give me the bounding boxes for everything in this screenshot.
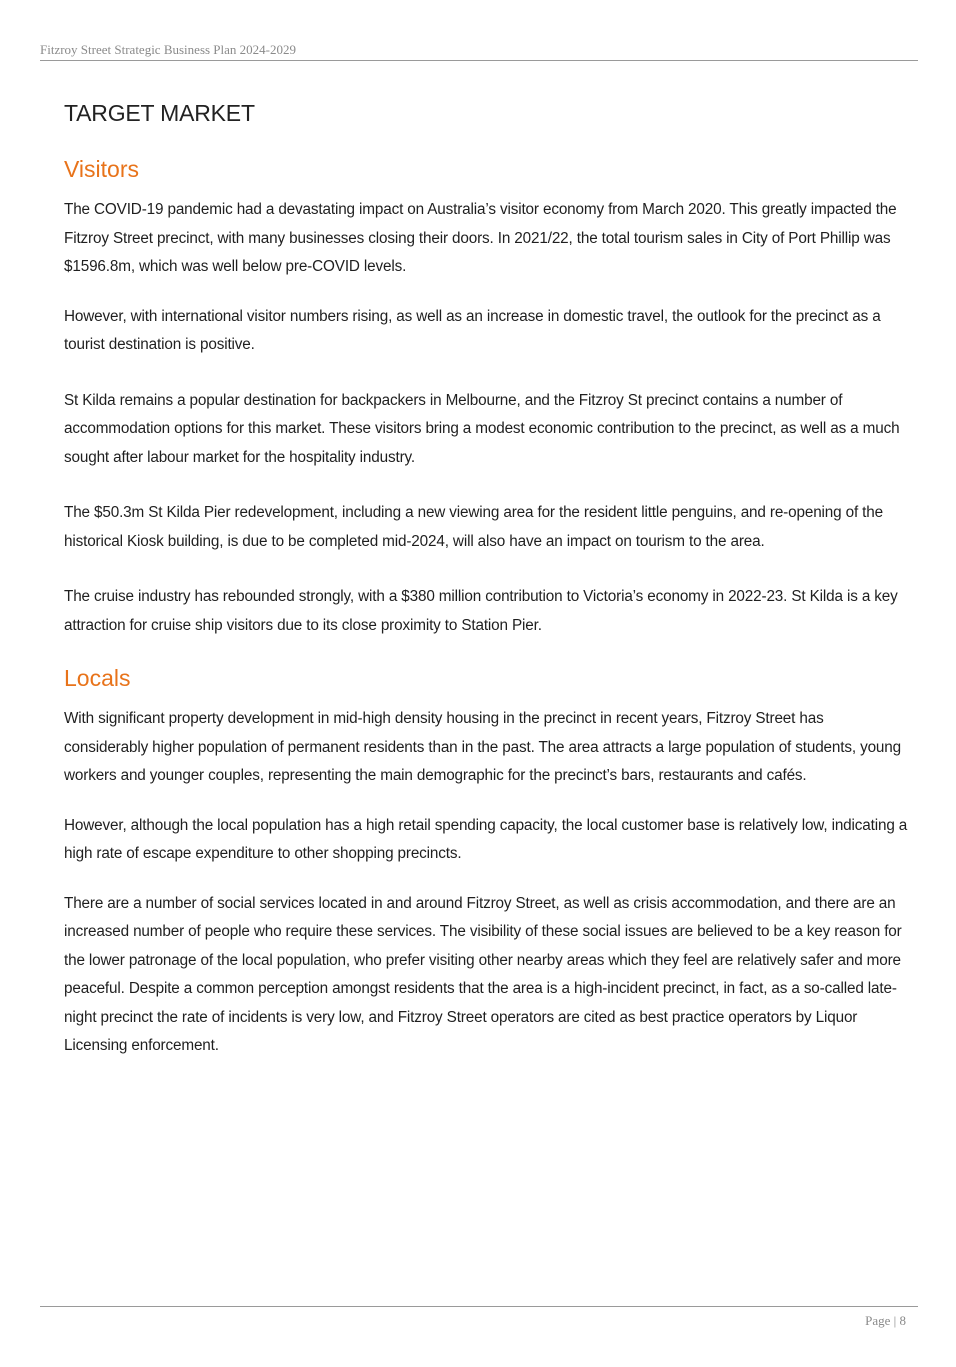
paragraph: However, although the local population has a high retail spending capacity, the local customer base is relatively low, indicating a high rate of escape expenditure to other shopping precincts. bbox=[64, 816, 908, 862]
running-title: Fitzroy Street Strategic Business Plan 2024-2029 bbox=[40, 42, 297, 57]
paragraph: However, with international visitor numbers rising, as well as an increase in domestic travel, the outlook for the precinct as a tourist destination is positive. bbox=[64, 307, 881, 353]
paragraph: The COVID-19 pandemic had a devastating impact on Australia’s visitor economy from March 2020. This greatly impacted the Fitzroy Street precinct, with many businesses closing their doors. In 2021/22, the total tourism sales in City of Port Phillip was $1596.8m, which was well below pre-COVID levels. bbox=[64, 201, 897, 275]
section-heading-visitors: Visitors bbox=[64, 156, 139, 182]
page-footer bbox=[40, 1306, 918, 1328]
document-body bbox=[64, 96, 910, 1082]
paragraph: There are a number of social services located in and around Fitzroy Street, as well as crisis accommodation, and there are an increased number of people who require these services. The visibility of these social issues are believed to be a key reason for the lower patronage of the local population, who prefer visiting other nearby areas which they feel are relatively safer and more peaceful. Despite a common perception amongst residents that the area is a high-incident precinct, in fact, as a so-called late-night precinct the rate of incidents is very low, and Fitzroy Street operators are cited as best practice operators by Liquor Licensing enforcement. bbox=[64, 894, 902, 1054]
section-heading-locals: Locals bbox=[64, 665, 131, 691]
section-locals bbox=[64, 663, 910, 1061]
paragraph: The $50.3m St Kilda Pier redevelopment, including a new viewing area for the resident little penguins, and re-opening of the historical Kiosk building, is due to be completed mid-2024, will also have an impact on tourism to the area. bbox=[64, 504, 883, 550]
page-title: TARGET MARKET bbox=[64, 100, 255, 126]
paragraph: With significant property development in mid-high density housing in the precinct in recent years, Fitzroy Street has considerably higher population of permanent residents than in the past. The area attracts a large population of students, young workers and younger couples, representing the main demographic for the precinct’s bars, restaurants and cafés. bbox=[64, 710, 902, 784]
paragraph: St Kilda remains a popular destination for backpackers in Melbourne, and the Fitzroy St precinct contains a number of accommodation options for this market. These visitors bring a modest economic contribution to the precinct, as well as a much sought after labour market for the hospitality industry. bbox=[64, 391, 900, 466]
page-header bbox=[40, 42, 918, 61]
section-visitors bbox=[64, 154, 910, 640]
paragraph: The cruise industry has rebounded strongly, with a $380 million contribution to Victoria’s economy in 2022-23. St Kilda is a key attraction for cruise ship visitors due to its close proximity to Station Pier. bbox=[64, 588, 898, 634]
page-number: Page | 8 bbox=[865, 1313, 906, 1328]
